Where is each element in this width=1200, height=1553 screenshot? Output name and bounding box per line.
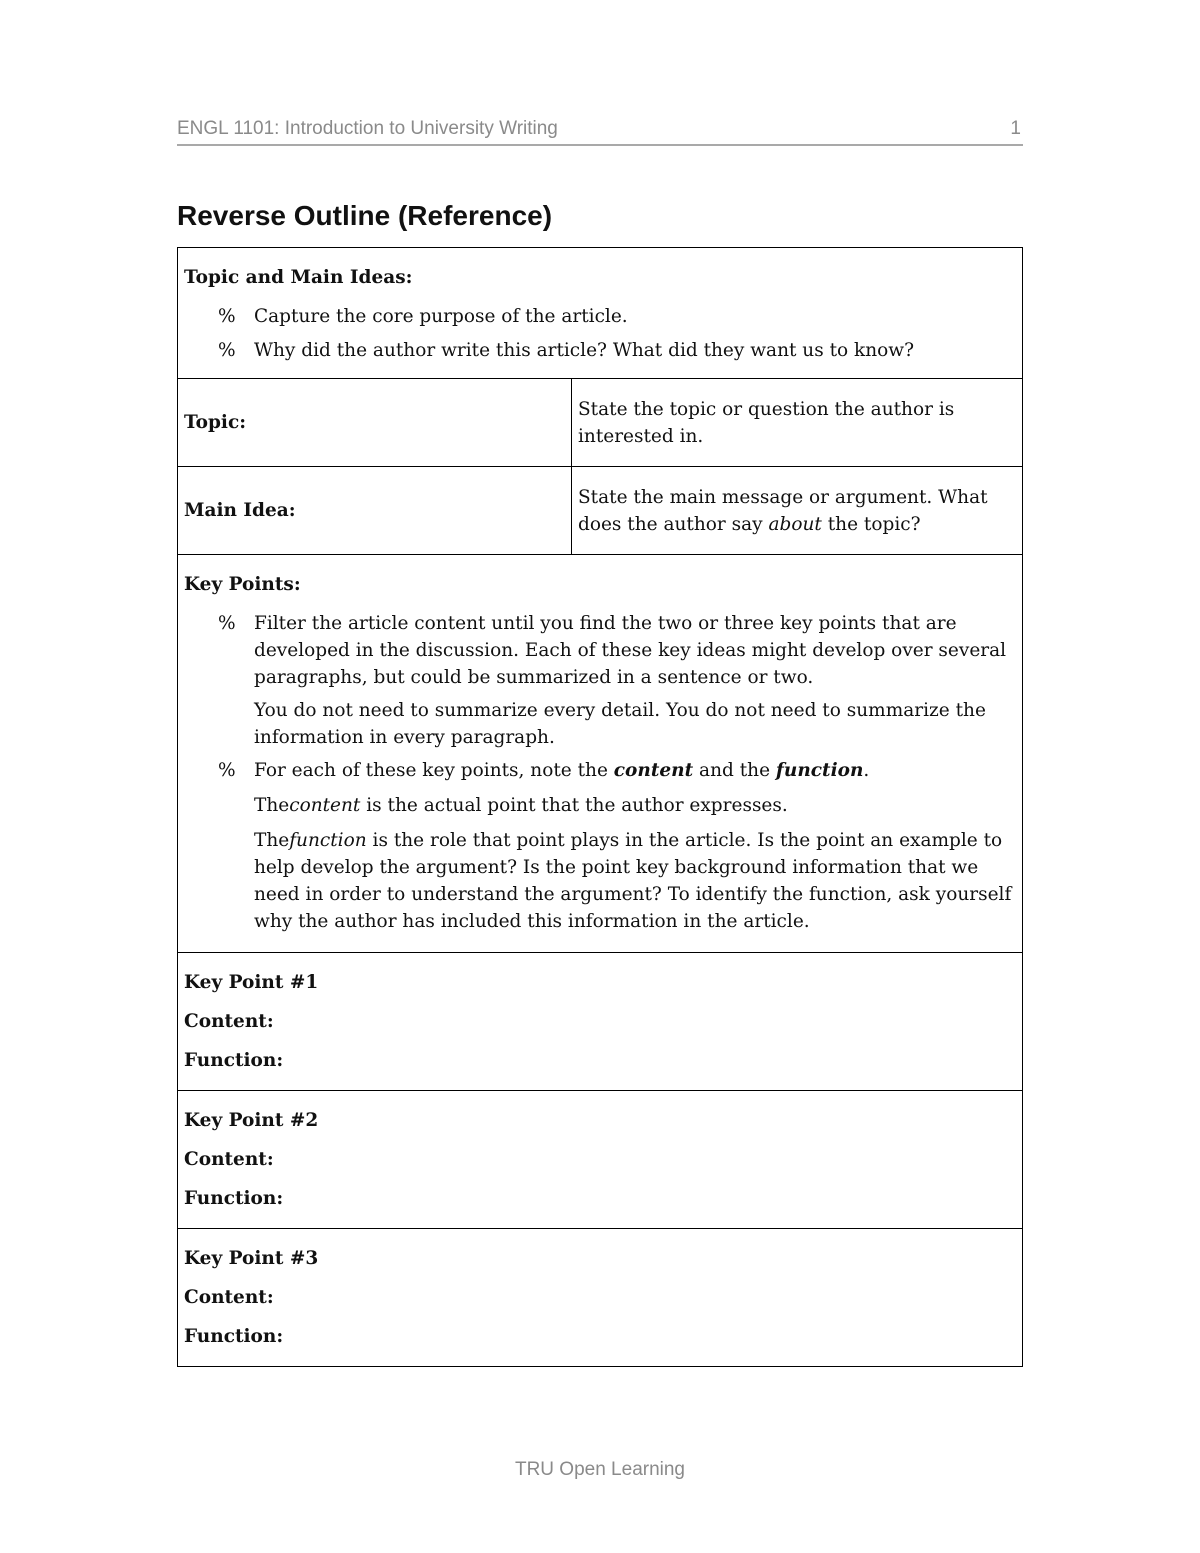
main-idea-description-cell (572, 467, 1023, 555)
bullet-marker: % (218, 760, 236, 781)
text-run: The (254, 830, 290, 851)
key-points-info-row (178, 555, 1023, 953)
page-title: Reverse Outline (Reference) (177, 200, 553, 231)
topic-label: Topic: (184, 412, 247, 433)
emphasis-content: content (289, 795, 361, 816)
content-label: Content: (184, 1287, 274, 1308)
main-idea-label: Main Idea: (184, 500, 296, 521)
key-point-2-row (178, 1091, 1023, 1229)
page-number: 1 (1010, 118, 1021, 139)
text-run: is the role that point plays in the article. Is the point an example to help develop the argument? Is the point key background information that we need in order to understand the argument? To identify the function, ask yourself why the author has included this information in the article. (254, 830, 1012, 932)
bullet-continuation: You do not need to summarize every detail. You do not need to summarize the information in every paragraph. (254, 700, 986, 748)
list-item (184, 757, 1014, 935)
content-label: Content: (184, 1149, 274, 1170)
text-run: the topic? (821, 513, 921, 535)
function-label: Function: (184, 1188, 284, 1209)
list-item (184, 303, 1014, 330)
topic-main-ideas-row (178, 248, 1023, 379)
text-run: is the actual point that the author expresses. (360, 795, 788, 816)
page-header (177, 116, 1023, 146)
function-label: Function: (184, 1326, 284, 1347)
main-idea-label-cell (178, 467, 572, 555)
main-idea-description (578, 487, 988, 535)
content-label: Content: (184, 1011, 274, 1032)
bullet-marker: % (218, 340, 236, 361)
function-label: Function: (184, 1050, 284, 1071)
key-point-3-cell (178, 1229, 1023, 1367)
bullet-text: Capture the core purpose of the article. (254, 306, 628, 327)
emphasis-about: about (768, 513, 822, 535)
emphasis-function: function (775, 760, 864, 781)
topic-row (178, 379, 1023, 467)
topic-main-ideas-list (184, 303, 1014, 364)
key-point-1-cell (178, 953, 1023, 1091)
key-points-info-cell (178, 555, 1023, 953)
topic-label-cell (178, 379, 572, 467)
key-points-heading: Key Points: (184, 574, 301, 595)
text-run: . (863, 760, 870, 781)
key-points-instructions (184, 610, 1014, 935)
emphasis-content: content (613, 760, 694, 781)
function-definition (254, 827, 1014, 935)
course-title: ENGL 1101: Introduction to University Writing (177, 118, 558, 139)
emphasis-function: function (289, 830, 367, 851)
topic-main-ideas-cell (178, 248, 1023, 379)
list-item (184, 337, 1014, 364)
bullet-marker: % (218, 306, 236, 327)
bullet-text: Why did the author write this article? What did they want us to know? (254, 340, 915, 361)
text-run: The (254, 795, 290, 816)
key-point-title: Key Point #1 (184, 972, 319, 993)
key-point-title: Key Point #2 (184, 1110, 319, 1131)
bullet-marker: % (218, 613, 236, 634)
bullet-text (254, 757, 1014, 784)
main-idea-row (178, 467, 1023, 555)
bullet-text: Filter the article content until you find the two or three key points that are developed in the discussion. Each of these key ideas might develop over several paragraphs, but could be summarized in a sentence or two. (254, 613, 1007, 688)
topic-main-ideas-heading: Topic and Main Ideas: (184, 267, 413, 288)
text-run: State the main message or argument. What does the author say (578, 486, 988, 535)
list-item (184, 610, 1014, 751)
key-point-3-row (178, 1229, 1023, 1367)
reverse-outline-table (177, 247, 1023, 1367)
key-point-1-row (178, 953, 1023, 1091)
text-run: For each of these key points, note the (254, 760, 614, 781)
key-point-2-cell (178, 1091, 1023, 1229)
text-run: and the (693, 760, 776, 781)
topic-description: State the topic or question the author is interested in. (578, 398, 955, 447)
content-definition (254, 792, 1014, 819)
page-footer: TRU Open Learning (514, 1459, 686, 1480)
topic-description-cell (572, 379, 1023, 467)
key-point-title: Key Point #3 (184, 1248, 319, 1269)
